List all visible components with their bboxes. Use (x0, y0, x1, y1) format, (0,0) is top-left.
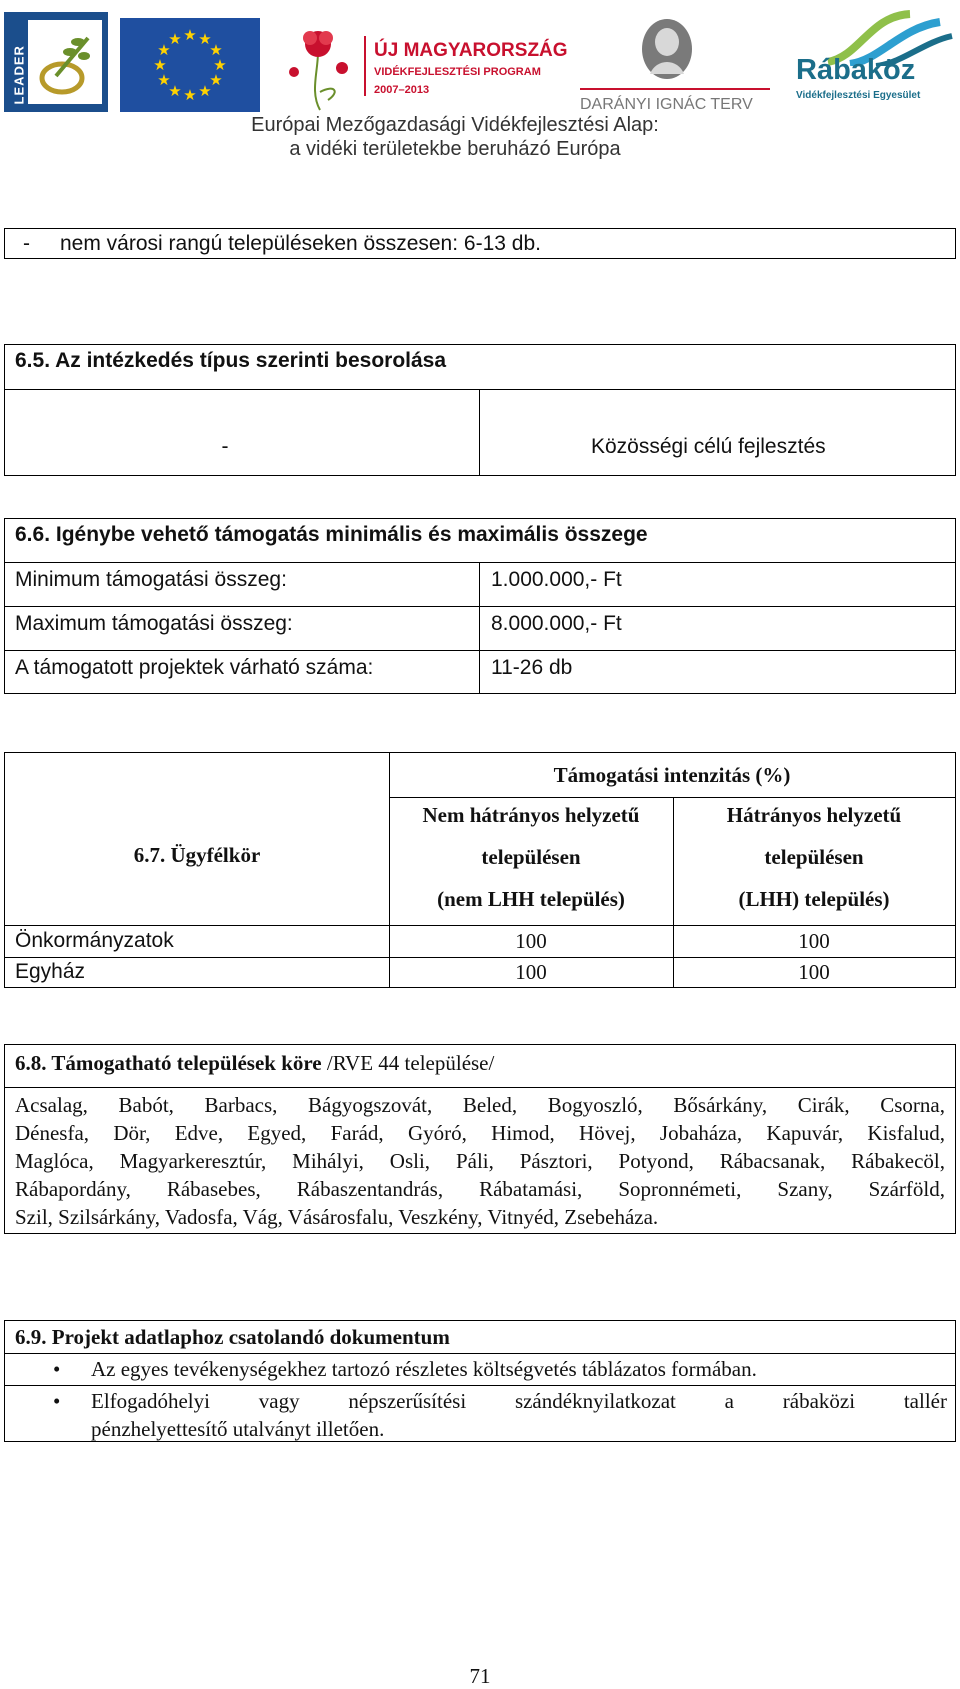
row-divider (5, 606, 955, 607)
page-number: 71 (469, 1664, 491, 1688)
min-amount-value: 1.000.000,- Ft (491, 568, 622, 591)
svg-text:★: ★ (168, 82, 182, 100)
section-6-8-title-bold: 6.8. Támogatható települések köre (15, 1051, 322, 1075)
row-divider (389, 797, 955, 798)
row-divider (5, 389, 955, 390)
settlement-line: Dénesfa, Dör, Edve, Egyed, Farád, Gyóró, Himod, Hövej, Jobaháza, Kapuvár, Kisfalud, (15, 1121, 945, 1145)
svg-text:★: ★ (198, 82, 212, 100)
darany-divider (580, 88, 770, 90)
section-6-6-title: 6.6. Igénybe vehető támogatás minimális és maximális összege (15, 523, 648, 546)
umvp-line2: VIDÉKFEJLESZTÉSI PROGRAM (374, 66, 541, 78)
section-6-7-title: 6.7. Ügyfélkör (133, 843, 261, 867)
intensity-header: Támogatási intenzitás (%) (553, 763, 791, 787)
row-label-egyhaz: Egyház (15, 960, 86, 983)
row-label-onkormanyzatok: Önkormányzatok (15, 929, 174, 952)
section-6-9-title: 6.9. Projekt adatlaphoz csatolandó dokumentum (15, 1325, 450, 1349)
settlement-line: Acsalag, Babót, Barbacs, Bágyogszovát, Beled, Bogyoszló, Bősárkány, Cirák, Csorna, (15, 1093, 945, 1117)
row-divider (5, 562, 955, 563)
umvp-line3: 2007–2013 (374, 84, 430, 96)
col1-header-line1: Nem hátrányos helyzetű (422, 803, 640, 827)
row-value: 100 (515, 929, 547, 953)
eu-caption-line2: a vidéki területekbe beruházó Európa (289, 138, 621, 160)
document-item-1: Az egyes tevékenységekhez tartozó részletes költségvetés táblázatos formában. (91, 1357, 757, 1381)
portrait-icon (640, 18, 694, 80)
umvp-line1: ÚJ MAGYARORSZÁG (374, 40, 568, 61)
section-6-7-table (4, 752, 956, 988)
leader-logo (4, 12, 108, 112)
svg-text:★: ★ (213, 56, 227, 74)
project-count-value: 11-26 db (491, 656, 573, 679)
row-divider (5, 925, 955, 926)
settlement-line: Szil, Szilsárkány, Vadosfa, Vág, Vásárosfalu, Veszkény, Vitnyéd, Zsebeháza. (15, 1205, 659, 1229)
document-item-2-line2: pénzhelyettesítő utalványt illetően. (91, 1417, 385, 1441)
row-divider (5, 957, 955, 958)
svg-text:★: ★ (209, 71, 223, 89)
svg-text:★: ★ (183, 86, 197, 104)
rabakoz-sub: Vidékfejlesztési Egyesület (796, 90, 921, 101)
row-value: 100 (515, 960, 547, 984)
svg-text:★: ★ (209, 41, 223, 59)
darany-label: DARÁNYI IGNÁC TERV (580, 96, 753, 113)
section-6-5-title: 6.5. Az intézkedés típus szerinti besorolása (15, 349, 447, 372)
svg-text:★: ★ (183, 26, 197, 44)
eu-caption-line1: Európai Mezőgazdasági Vidékfejlesztési Alap: (251, 114, 659, 136)
svg-text:★: ★ (153, 56, 167, 74)
project-count-label: A támogatott projektek várható száma: (15, 656, 374, 679)
row-value: 100 (798, 929, 830, 953)
leader-emblem-icon (26, 18, 104, 106)
bullet-icon: • (53, 1357, 61, 1381)
rabakoz-name: Rábaköz (796, 54, 916, 86)
row-divider (5, 1087, 955, 1088)
row-value: 100 (798, 960, 830, 984)
col2-header-line1: Hátrányos helyzetű (726, 803, 902, 827)
section-6-9-table (4, 1320, 956, 1442)
settlements-count-box (4, 228, 956, 259)
settlements-count-text: nem városi rangú településeken összesen: 6-13 db. (60, 232, 541, 255)
eu-flag-icon (120, 18, 260, 112)
bullet-icon: • (53, 1389, 61, 1413)
settlement-line: Rábapordány, Rábasebes, Rábaszentandrás, Rábatamási, Sopronnémeti, Szany, Szárföld, (15, 1177, 945, 1201)
min-amount-label: Minimum támogatási összeg: (15, 568, 287, 591)
section-6-8-table (4, 1044, 956, 1234)
col-divider (479, 562, 480, 693)
section-6-5-right: Közösségi célú fejlesztés (591, 435, 826, 458)
section-6-6-table (4, 518, 956, 694)
row-divider (5, 650, 955, 651)
max-amount-label: Maximum támogatási összeg: (15, 612, 293, 635)
leader-label: LEADER (11, 45, 27, 105)
col1-header-line2: településen (481, 845, 581, 869)
section-6-8-title (15, 1051, 494, 1075)
rabakoz-logo (790, 6, 956, 112)
umvp-divider (364, 36, 366, 96)
row-divider (5, 1385, 955, 1386)
document-item-2-line1: Elfogadóhelyi vagy népszerűsítési szándéknyilatkozat a rábaközi tallér (91, 1389, 947, 1413)
max-amount-value: 8.000.000,- Ft (491, 612, 622, 635)
umvp-logo (280, 22, 570, 112)
svg-text:★: ★ (198, 30, 212, 48)
col2-header-line2: településen (764, 845, 864, 869)
svg-text:★: ★ (157, 71, 171, 89)
col1-header-line3: (nem LHH település) (437, 887, 625, 911)
section-6-8-title-rest: /RVE 44 települése/ (321, 1051, 495, 1075)
flower-icon (280, 22, 360, 112)
settlement-line: Maglóca, Magyarkeresztúr, Mihályi, Osli, Páli, Pásztori, Potyond, Rábacsanak, Rábakecöl, (15, 1149, 945, 1173)
row-divider (5, 1353, 955, 1354)
svg-text:★: ★ (157, 41, 171, 59)
col2-header-line3: (LHH) település) (738, 887, 890, 911)
section-6-5-left: - (221, 435, 229, 458)
section-6-5-table (4, 344, 956, 476)
col-divider (479, 389, 480, 475)
svg-text:★: ★ (168, 30, 182, 48)
darany-logo (580, 18, 770, 112)
list-dash: - (23, 232, 30, 255)
